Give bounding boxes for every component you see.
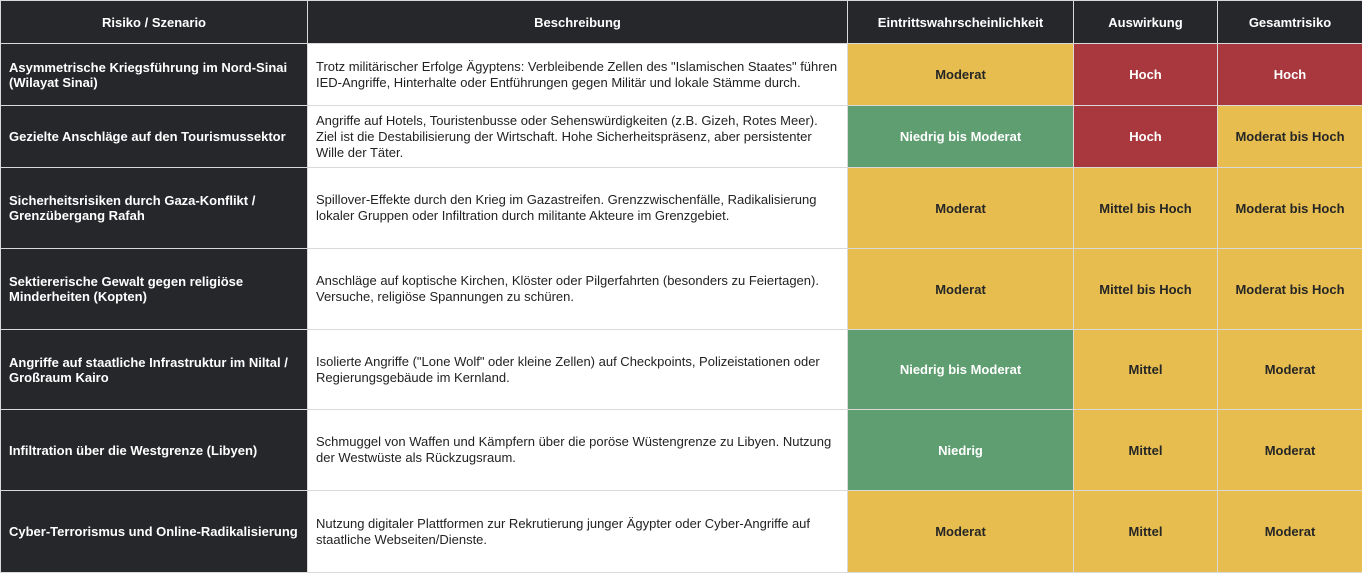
scenario-cell: Asymmetrische Kriegsführung im Nord-Sinai (Wilayat Sinai) [1,44,308,106]
impact-cell: Hoch [1074,44,1218,106]
impact-cell: Mittel [1074,330,1218,410]
header-description: Beschreibung [308,1,848,44]
table-row [1,168,1362,249]
likelihood-cell: Niedrig bis Moderat [848,106,1074,168]
impact-cell: Mittel [1074,491,1218,573]
scenario-cell: Cyber-Terrorismus und Online-Radikalisierung [1,491,308,573]
header-overall: Gesamtrisiko [1218,1,1362,44]
impact-cell: Mittel [1074,410,1218,491]
overall-risk-cell: Moderat [1218,330,1362,410]
scenario-cell: Sicherheitsrisiken durch Gaza-Konflikt / Grenzübergang Rafah [1,168,308,249]
impact-cell: Hoch [1074,106,1218,168]
overall-risk-cell: Moderat bis Hoch [1218,168,1362,249]
description-cell: Anschläge auf koptische Kirchen, Klöster oder Pilgerfahrten (besonders zu Feiertagen). Versuche, religiöse Spannungen zu schüren. [308,249,848,330]
overall-risk-cell: Moderat bis Hoch [1218,249,1362,330]
likelihood-cell: Niedrig [848,410,1074,491]
table-row [1,330,1362,410]
header-impact: Auswirkung [1074,1,1218,44]
header-row [1,1,1362,44]
description-cell: Nutzung digitaler Plattformen zur Rekrutierung junger Ägypter oder Cyber-Angriffe auf staatliche Webseiten/Dienste. [308,491,848,573]
likelihood-cell: Moderat [848,491,1074,573]
likelihood-cell: Moderat [848,44,1074,106]
table-row [1,106,1362,168]
description-cell: Angriffe auf Hotels, Touristenbusse oder Sehenswürdigkeiten (z.B. Gizeh, Rotes Meer). Ziel ist die Destabilisierung der Wirtschaft. Hohe Sicherheitspräsenz, aber persistenter Wille der Täter. [308,106,848,168]
header-likelihood: Eintrittswahrscheinlichkeit [848,1,1074,44]
likelihood-cell: Moderat [848,249,1074,330]
description-cell: Trotz militärischer Erfolge Ägyptens: Verbleibende Zellen des "Islamischen Staates" führen IED-Angriffe, Hinterhalte oder Entführungen gegen Militär und lokale Stämme durch. [308,44,848,106]
table-header [1,1,1362,44]
overall-risk-cell: Moderat [1218,410,1362,491]
overall-risk-cell: Moderat bis Hoch [1218,106,1362,168]
table-row [1,249,1362,330]
table-body [1,44,1362,573]
table-row [1,491,1362,573]
overall-risk-cell: Hoch [1218,44,1362,106]
likelihood-cell: Niedrig bis Moderat [848,330,1074,410]
scenario-cell: Infiltration über die Westgrenze (Libyen) [1,410,308,491]
impact-cell: Mittel bis Hoch [1074,168,1218,249]
description-cell: Spillover-Effekte durch den Krieg im Gazastreifen. Grenzzwischenfälle, Radikalisierung lokaler Gruppen oder Infiltration durch militante Akteure im Grenzgebiet. [308,168,848,249]
header-scenario: Risiko / Szenario [1,1,308,44]
scenario-cell: Gezielte Anschläge auf den Tourismussektor [1,106,308,168]
likelihood-cell: Moderat [848,168,1074,249]
table-row [1,44,1362,106]
table-row [1,410,1362,491]
impact-cell: Mittel bis Hoch [1074,249,1218,330]
description-cell: Isolierte Angriffe ("Lone Wolf" oder kleine Zellen) auf Checkpoints, Polizeistationen oder Regierungsgebäude im Kernland. [308,330,848,410]
scenario-cell: Sektiererische Gewalt gegen religiöse Minderheiten (Kopten) [1,249,308,330]
scenario-cell: Angriffe auf staatliche Infrastruktur im Niltal / Großraum Kairo [1,330,308,410]
description-cell: Schmuggel von Waffen und Kämpfern über die poröse Wüstengrenze zu Libyen. Nutzung der Westwüste als Rückzugsraum. [308,410,848,491]
overall-risk-cell: Moderat [1218,491,1362,573]
